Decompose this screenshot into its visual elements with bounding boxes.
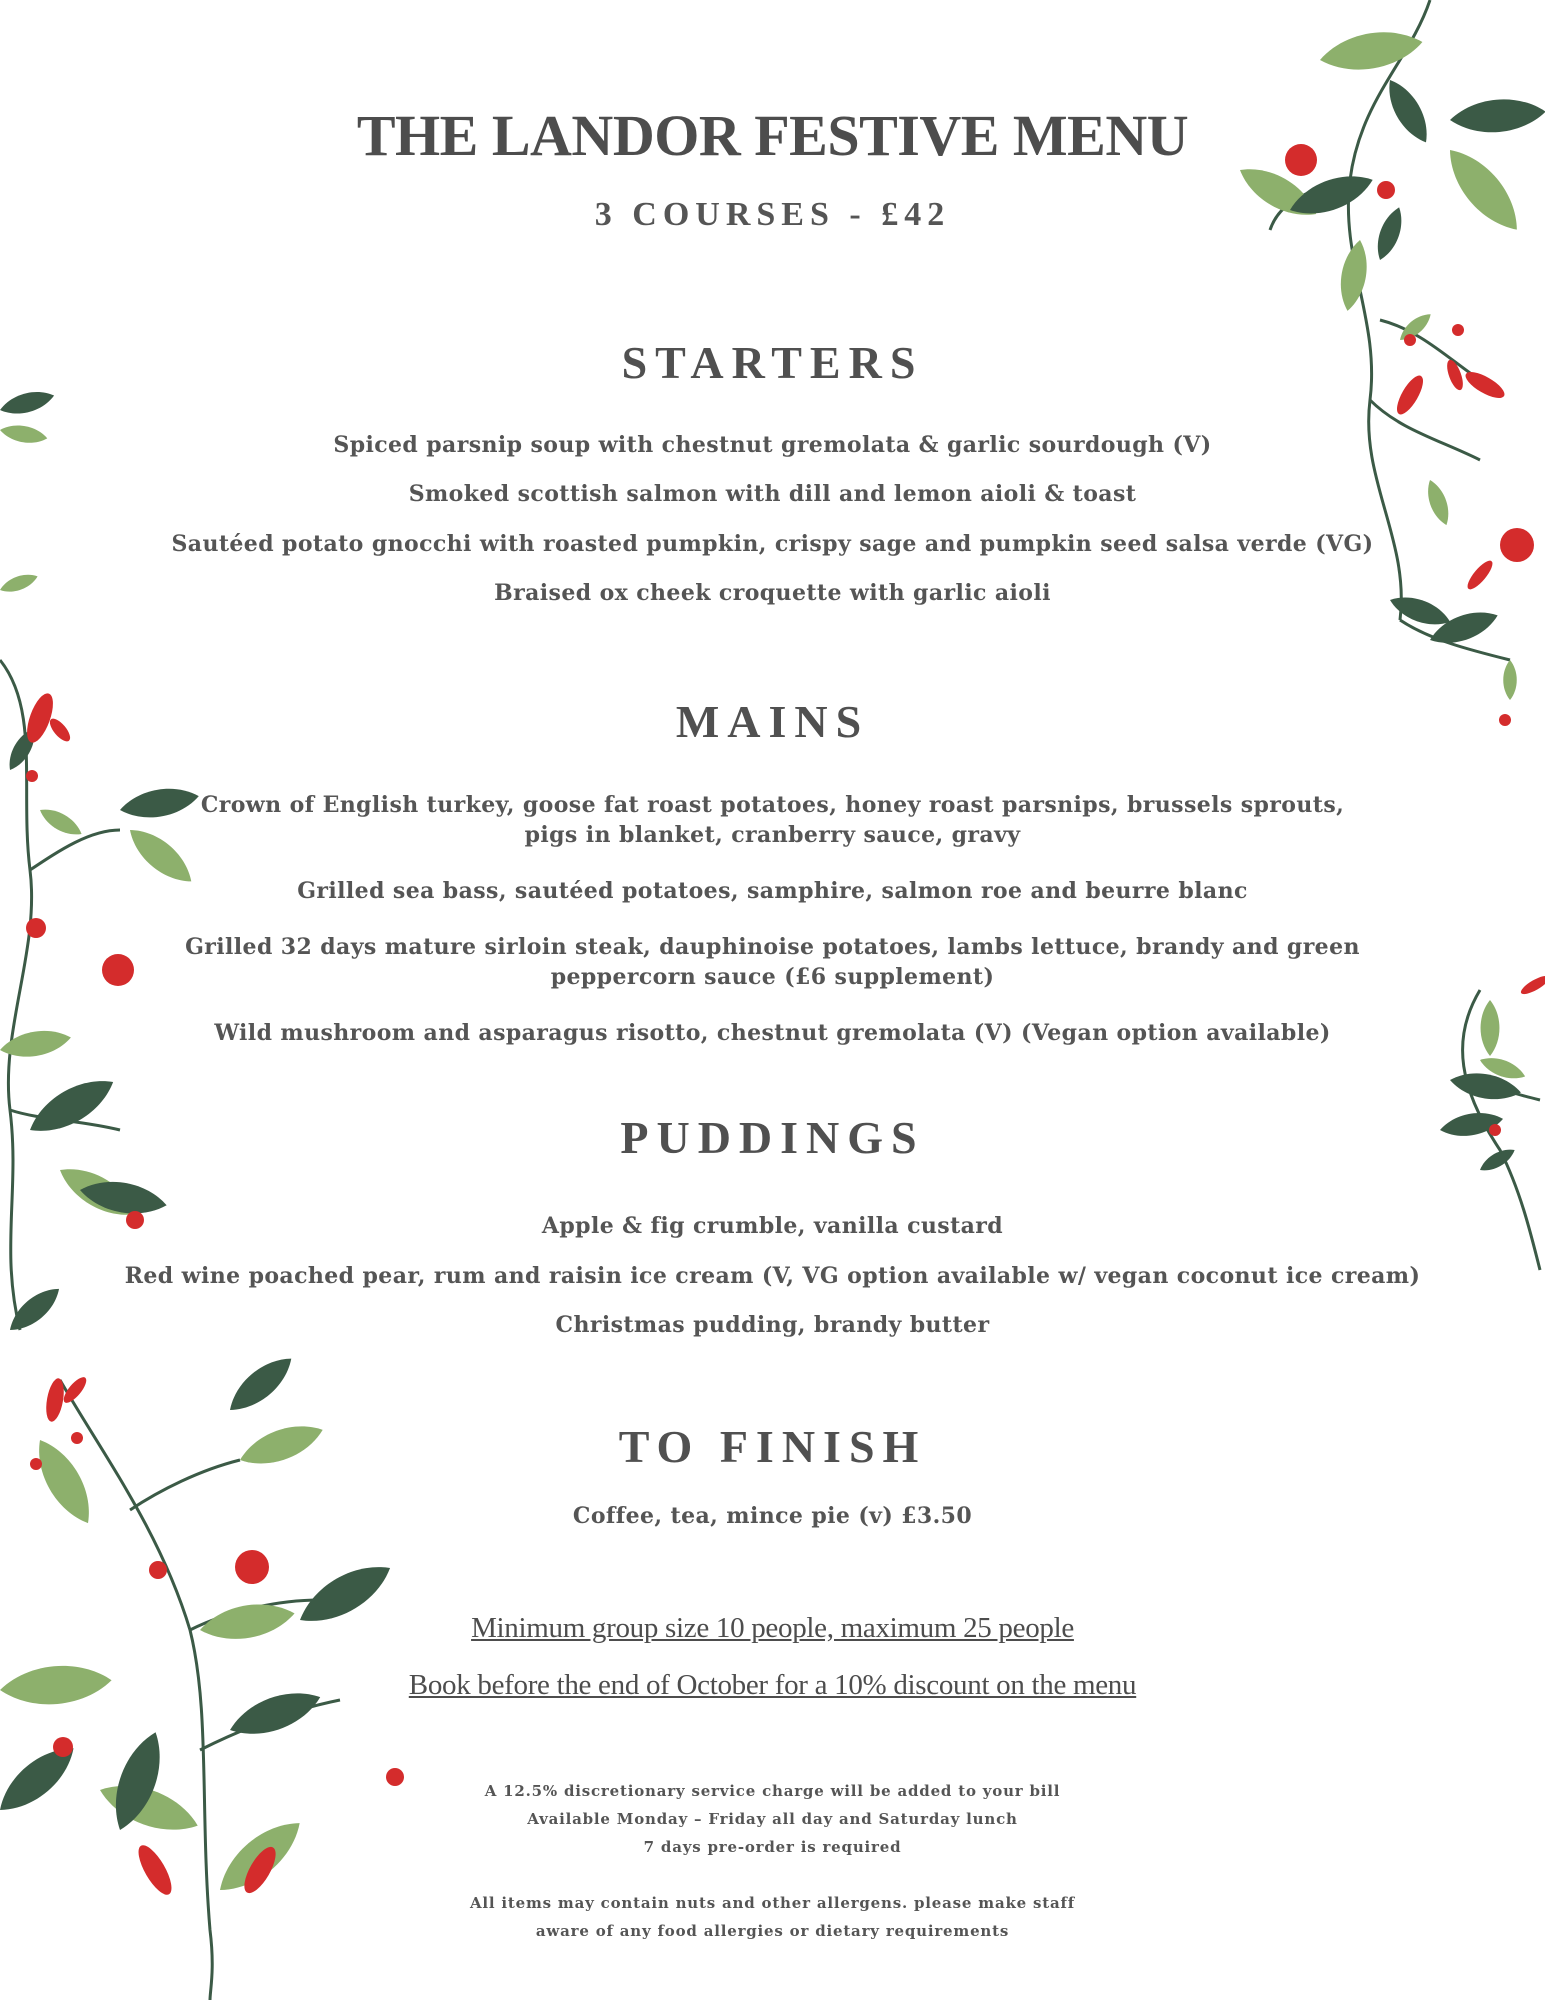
menu-item: Coffee, tea, mince pie (v) £3.50 (572, 1503, 973, 1529)
menu-item (0, 790, 1545, 850)
availability-text: Available Monday – Friday all day and Saturday lunch (527, 1810, 1018, 1828)
allergen-text-continued: aware of any food allergies or dietary requirements (535, 1922, 1010, 1940)
menu-title: THE LANDOR FESTIVE MENU (356, 103, 1189, 168)
fine-print (0, 1777, 1545, 1945)
menu-item (0, 932, 1545, 992)
menu-item: Spiced parsnip soup with chestnut gremolata & garlic sourdough (V) (333, 432, 1212, 458)
menu-item: Grilled sea bass, sautéed potatoes, samphire, salmon roe and beurre blanc (297, 878, 1248, 904)
mains-heading: MAINS (675, 696, 870, 747)
discount-note: Book before the end of October for a 10% discount on the menu (408, 1669, 1137, 1701)
service-charge-text: A 12.5% discretionary service charge will be added to your bill (484, 1782, 1061, 1800)
starters-heading: STARTERS (621, 337, 924, 388)
menu-item: Wild mushroom and asparagus risotto, chestnut gremolata (V) (Vegan option available) (214, 1020, 1331, 1046)
pre-order-text: 7 days pre-order is required (643, 1838, 902, 1856)
menu-item: Smoked scottish salmon with dill and lemon aioli & toast (408, 481, 1137, 507)
puddings-heading: PUDDINGS (620, 1112, 925, 1163)
to-finish-heading: TO FINISH (618, 1421, 927, 1472)
allergen-text: All items may contain nuts and other allergens. please make staff (469, 1894, 1076, 1912)
menu-item-line: pigs in blanket, cranberry sauce, gravy (524, 822, 1021, 848)
menu-price-subtitle: 3 COURSES - £42 (594, 196, 951, 233)
menu-item-line: peppercorn sauce (£6 supplement) (550, 964, 995, 990)
menu-item: Red wine poached pear, rum and raisin ice cream (V, VG option available w/ vegan coconut ice cream) (124, 1263, 1421, 1289)
menu-item: Christmas pudding, brandy butter (555, 1312, 990, 1338)
menu-item: Sautéed potato gnocchi with roasted pumpkin, crispy sage and pumpkin seed salsa verde (VG) (171, 531, 1374, 557)
group-size-note: Minimum group size 10 people, maximum 25 people (471, 1612, 1074, 1644)
menu-item-line: Crown of English turkey, goose fat roast potatoes, honey roast parsnips, brussels sprouts, (200, 792, 1345, 818)
menu-item: Apple & fig crumble, vanilla custard (541, 1213, 1004, 1239)
menu-item-line: Grilled 32 days mature sirloin steak, dauphinoise potatoes, lambs lettuce, brandy and green (185, 934, 1360, 960)
menu-item: Braised ox cheek croquette with garlic aioli (494, 580, 1051, 606)
